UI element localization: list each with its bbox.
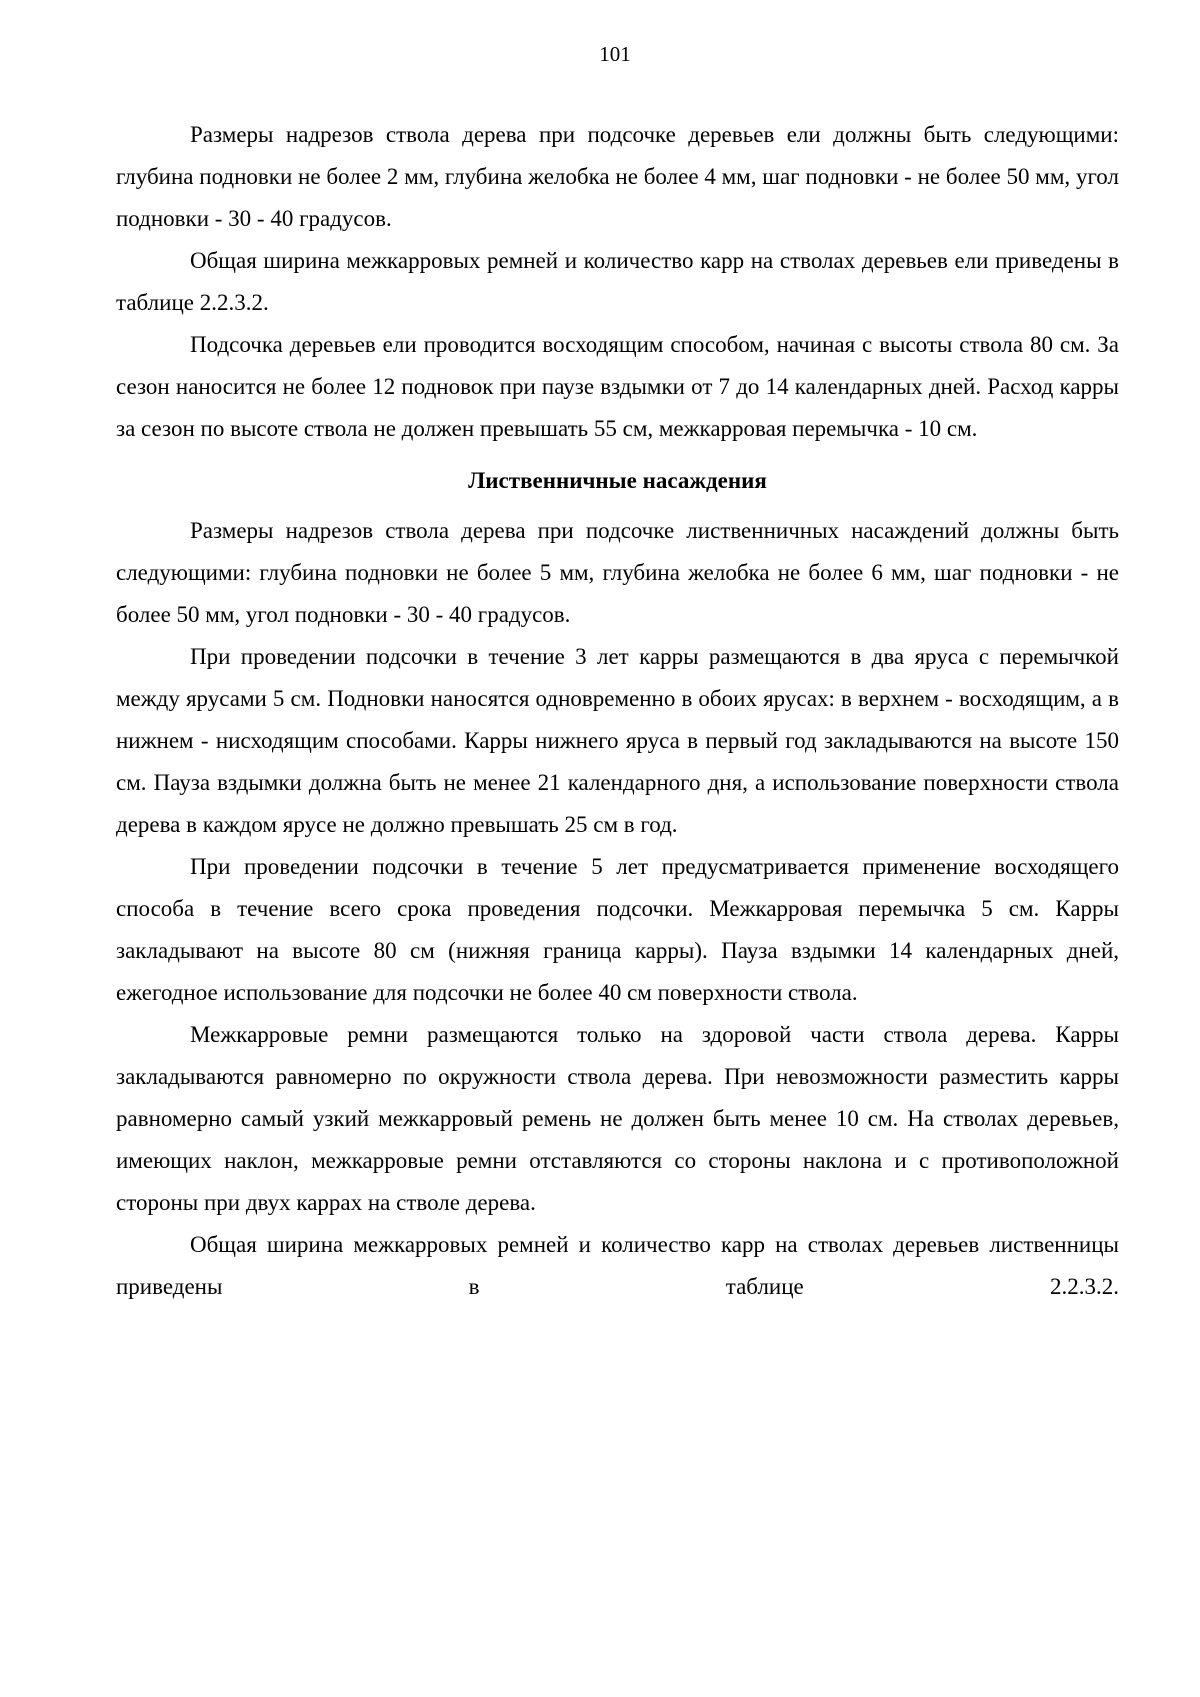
section-heading-larch: Лиственничные насаждения	[468, 468, 767, 493]
paragraph-spruce-tapping-method: Подсочка деревьев ели проводится восходящим способом, начиная с высоты ствола 80 см. За сезон наносится не более 12 подновок при паузе вздымки от 7 до 14 календарных дней. Расход карры за сезон по высоте ствола не должен превышать 55 см, межкарровая перемычка - 10 см.	[116, 332, 1119, 441]
paragraph-spruce-cut-sizes: Размеры надрезов ствола дерева при подсочке деревьев ели должны быть следующими: глубина подновки не более 2 мм, глубина желобка не более 4 мм, шаг подновки - не более 50 мм, угол подновки - 30 - 40 градусов.	[116, 122, 1119, 231]
paragraph-larch-three-years: При проведении подсочки в течение 3 лет карры размещаются в два яруса с перемычкой между ярусами 5 см. Подновки наносятся одновременно в обоих ярусах: в верхнем - восходящим, а в нижнем - нисходящим способами. Карры нижнего яруса в первый год закладываются на высоте 150 см. Пауза вздымки должна быть не менее 21 календарного дня, а использование поверхности ствола дерева в каждом ярусе не должно превышать 25 см в год.	[116, 644, 1119, 837]
paragraph-larch-cut-sizes: Размеры надрезов ствола дерева при подсочке лиственничных насаждений должны быть следующими: глубина подновки не более 5 мм, глубина желобка не более 6 мм, шаг подновки - не более 50 мм, угол подновки - 30 - 40 градусов.	[116, 518, 1119, 627]
paragraph-larch-table-reference: Общая ширина межкарровых ремней и количество карр на стволах деревьев лиственницы приведены в таблице 2.2.3.2.	[116, 1232, 1119, 1299]
paragraph-spruce-table-reference: Общая ширина межкарровых ремней и количество карр на стволах деревьев ели приведены в таблице 2.2.3.2.	[116, 248, 1119, 315]
page-number: 101	[599, 42, 631, 66]
page-body	[116, 114, 1119, 1308]
paragraph-larch-five-years: При проведении подсочки в течение 5 лет предусматривается применение восходящего способа в течение всего срока проведения подсочки. Межкарровая перемычка 5 см. Карры закладывают на высоте 80 см (нижняя граница карры). Пауза вздымки 14 календарных дней, ежегодное использование для подсочки не более 40 см поверхности ствола.	[116, 854, 1119, 1005]
paragraph-larch-belts: Межкарровые ремни размещаются только на здоровой части ствола дерева. Карры закладываются равномерно по окружности ствола дерева. При невозможности разместить карры равномерно самый узкий межкарровый ремень не должен быть менее 10 см. На стволах деревьев, имеющих наклон, межкарровые ремни отставляются со стороны наклона и с противоположной стороны при двух каррах на стволе дерева.	[116, 1022, 1119, 1215]
